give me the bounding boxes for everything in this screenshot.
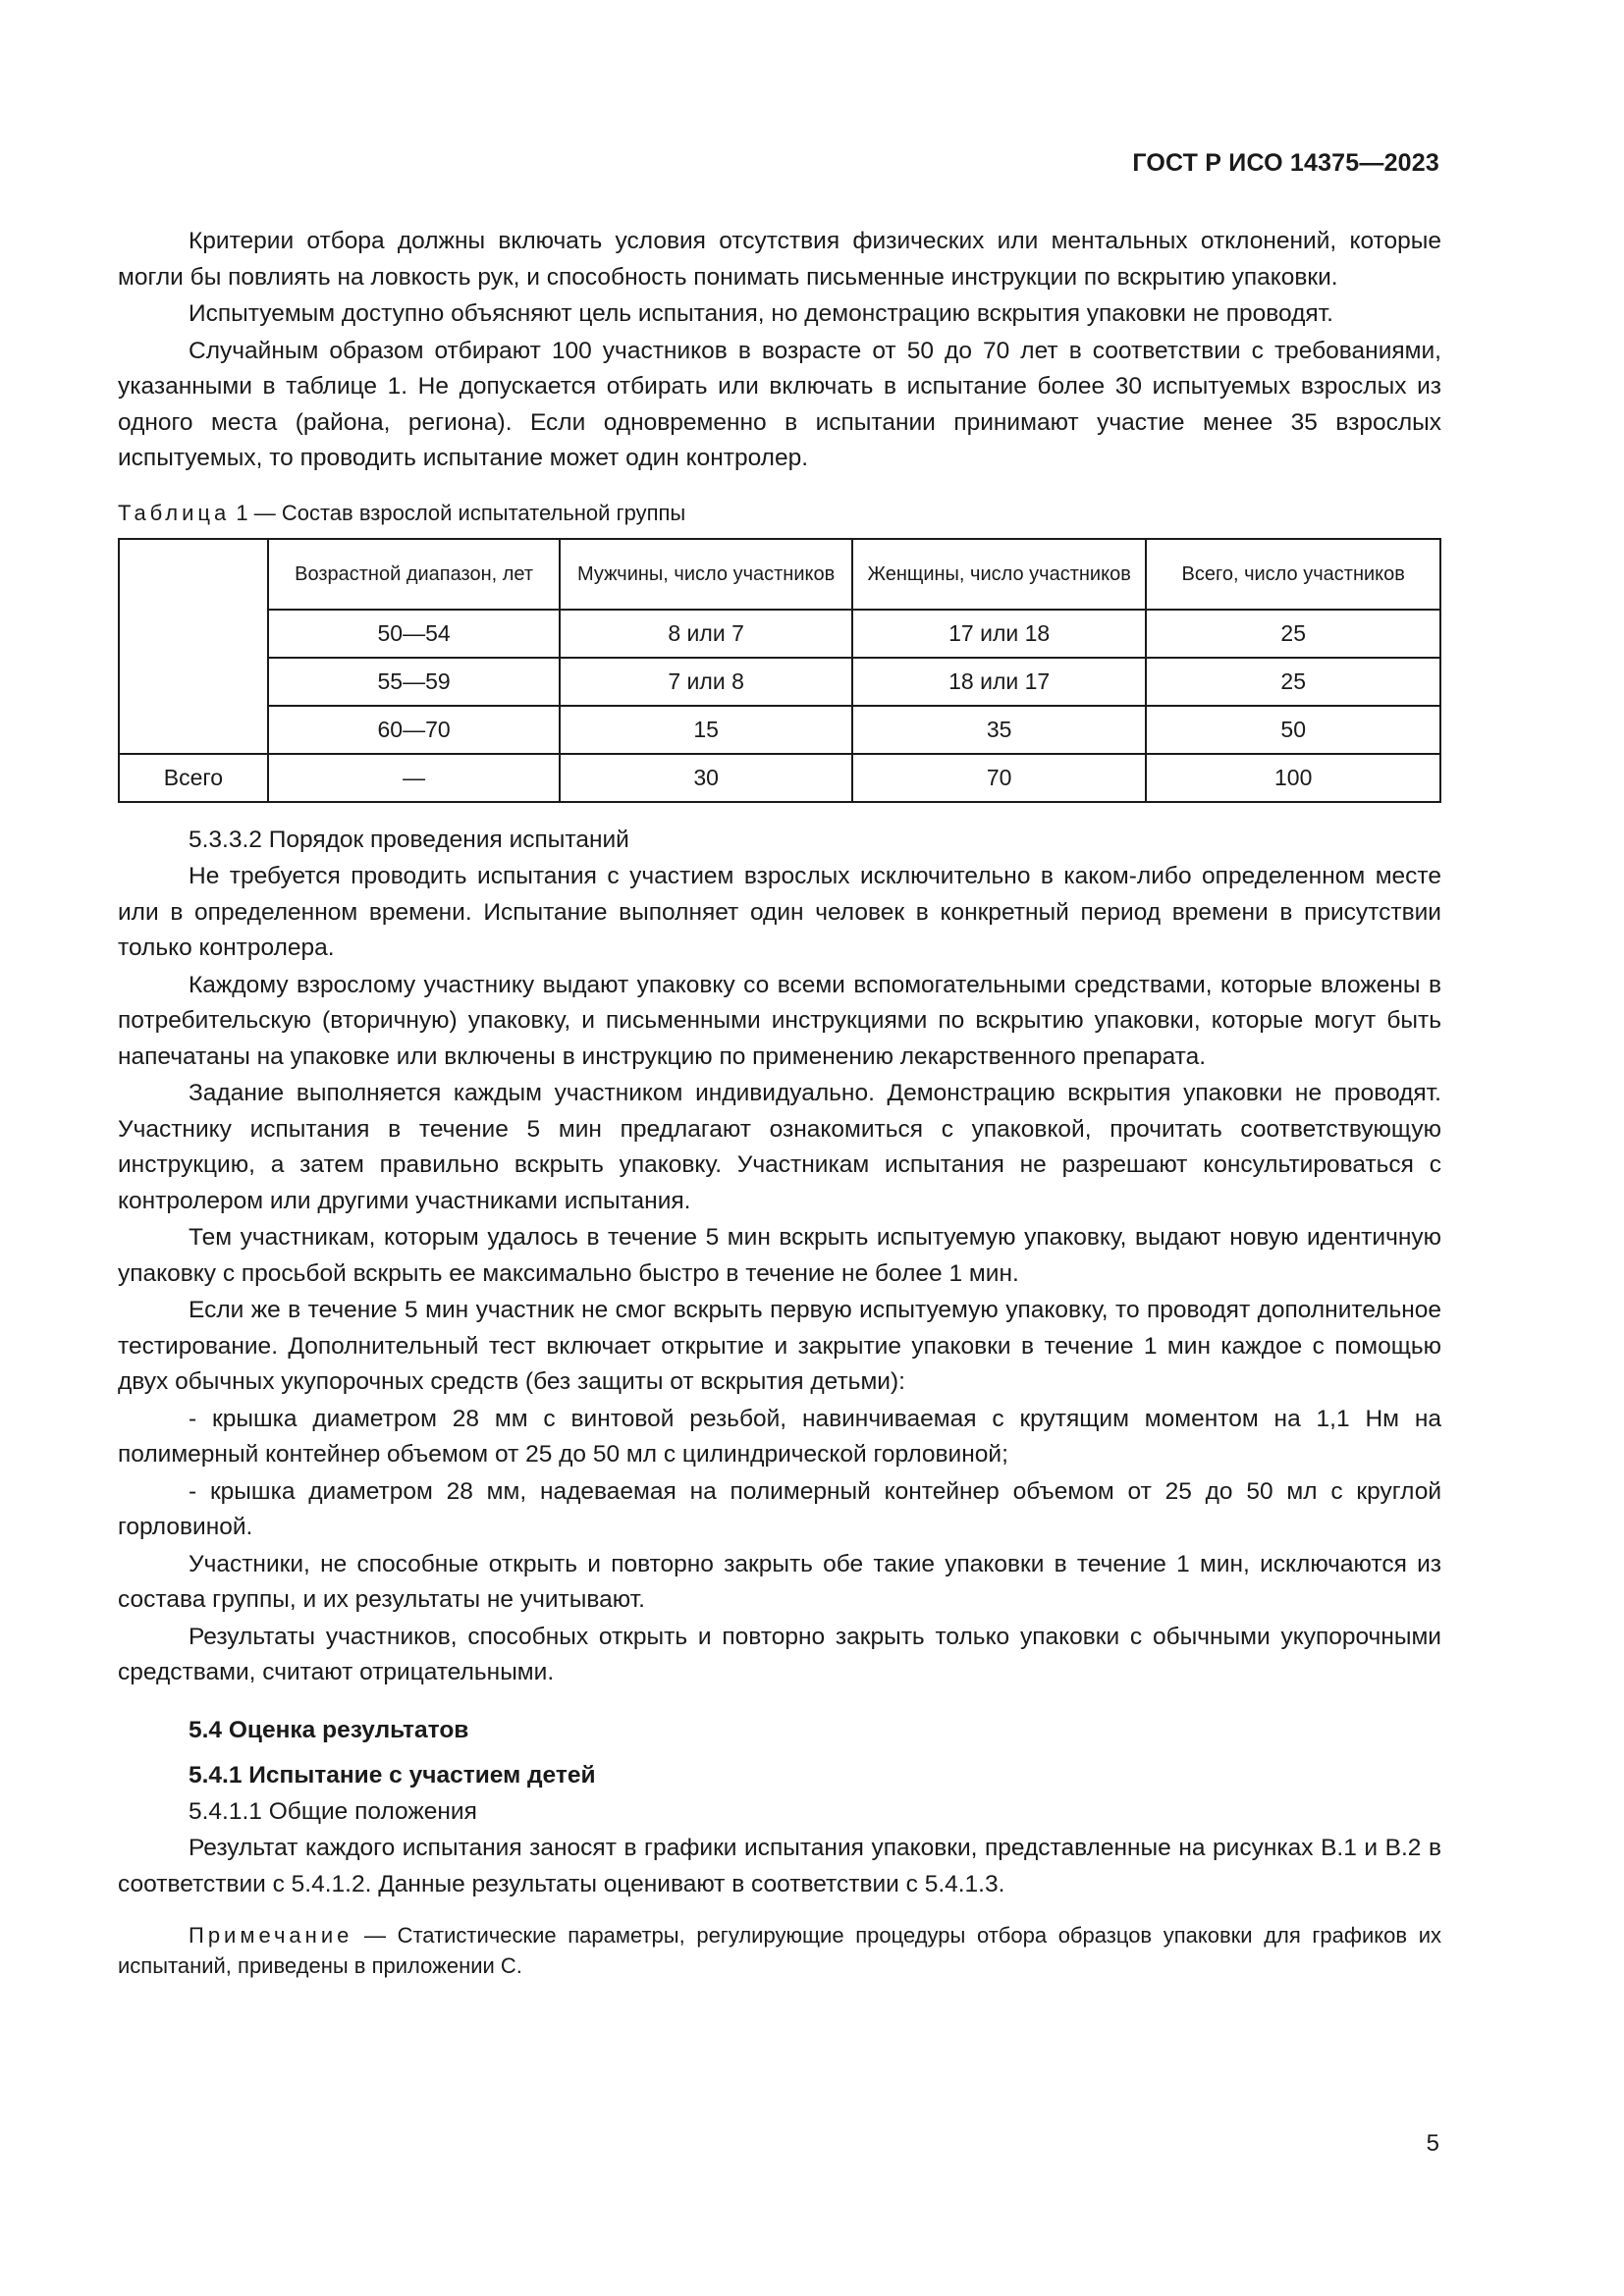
table-cell: 15 (560, 706, 852, 754)
table-cell: 8 или 7 (560, 610, 852, 658)
note-text: — Статистические параметры, регулирующие процедуры отбора образцов упаковки для графиков их испытаний, приведены в приложении С. (118, 1923, 1441, 1978)
paragraph: Не требуется проводить испытания с участием взрослых исключительно в каком-либо определенном месте или в определенном времени. Испытание выполняет один человек в конкретный период времени в присутствии только контролера. (118, 863, 1441, 961)
table-cell: 7 или 8 (560, 658, 852, 706)
note-label: Примечание (189, 1923, 353, 1948)
table-cell: 50—54 (268, 610, 561, 658)
note (118, 1920, 1441, 1981)
standard-designation: ГОСТ Р ИСО 14375—2023 (1132, 149, 1439, 177)
table-total-row (119, 754, 1440, 802)
header-women: Женщины, число участников (852, 539, 1147, 610)
table-row (119, 610, 1440, 658)
paragraph: Задание выполняется каждым участником индивидуально. Демонстрацию вскрытия упаковки не проводят. Участнику испытания в течение 5 мин предлагают ознакомиться с упаковкой, прочитать соответствующую инструкцию, а затем правильно вскрыть упаковку. Участникам испытания не разрешают консультироваться с контролером или другими участниками испытания. (118, 1080, 1441, 1214)
section-5411-heading: 5.4.1.1 Общие положения (189, 1797, 477, 1825)
paragraph: Тем участникам, которым удалось в течение 5 мин вскрыть испытуемую упаковку, выдают новую идентичную упаковку с просьбой вскрыть ее максимально быстро в течение не более 1 мин. (118, 1224, 1441, 1287)
paragraph: Участники, не способные открыть и повторно закрыть обе такие упаковки в течение 1 мин, исключаются из состава группы, и их результаты не учитывают. (118, 1550, 1441, 1613)
paragraph: Результаты участников, способных открыть и повторно закрыть только упаковки с обычными укупорочными средствами, считают отрицательными. (118, 1623, 1441, 1685)
paragraph: Результат каждого испытания заносят в графики испытания упаковки, представленные на рисунках B.1 и B.2 в соответствии с 5.4.1.2. Данные результаты оценивают в соответствии с 5.4.1.3. (118, 1835, 1441, 1897)
page-content (118, 224, 1441, 1981)
table-cell: 25 (1146, 658, 1440, 706)
table-row (119, 658, 1440, 706)
header-total: Всего, число участников (1146, 539, 1440, 610)
table-cell: 30 (560, 754, 852, 802)
table-cell: 70 (852, 754, 1147, 802)
header-age-range: Возрастной диапазон, лет (268, 539, 561, 610)
paragraph: Каждому взрослому участнику выдают упаковку со всеми вспомогательными средствами, которые вложены в потребительскую (вторичную) упаковку, и письменными инструкциями по вскрытию упаковки, которые могут быть напечатаны на упаковке или включены в инструкцию по применению лекарственного препарата. (118, 971, 1441, 1070)
table-cell: 55—59 (268, 658, 561, 706)
paragraph-random-selection: Случайным образом отбирают 100 участников в возрасте от 50 до 70 лет в соответствии с требованиями, указанными в таблице 1. Не допускается отбирать или включать в испытание более 30 испытуемых взрослых из одного места (района, региона). Если одновременно в испытании принимают участие менее 35 взрослых испытуемых, то проводить испытание может один контролер. (118, 337, 1441, 471)
section-5332-heading: 5.3.3.2 Порядок проведения испытаний (189, 826, 629, 853)
table-cell: 60—70 (268, 706, 561, 754)
header-men: Мужчины, число участников (560, 539, 852, 610)
paragraph-explanation: Испытуемым доступно объясняют цель испытания, но демонстрацию вскрытия упаковки не проводят. (189, 300, 1333, 327)
section-54-heading: 5.4 Оценка результатов (189, 1716, 469, 1743)
table-cell-total-label: Всего (119, 754, 268, 802)
table-cell: 17 или 18 (852, 610, 1147, 658)
table-cell: — (268, 754, 561, 802)
table-cell: 35 (852, 706, 1147, 754)
list-item: - крышка диаметром 28 мм с винтовой резьбой, навинчиваемая с крутящим моментом на 1,1 Нм на полимерный контейнер объемом от 25 до 50 мл с цилиндрической горловиной; (118, 1405, 1441, 1468)
table-caption-text: 1 — Состав взрослой испытательной группы (236, 500, 686, 525)
table-cell: 100 (1146, 754, 1440, 802)
table-caption (118, 499, 1441, 528)
paragraph: Если же в течение 5 мин участник не смог вскрыть первую испытуемую упаковку, то проводят дополнительное тестирование. Дополнительный тест включает открытие и закрытие упаковки в течение 1 мин каждое с помощью двух обычных укупорочных средств (без защиты от вскрытия детьми): (118, 1297, 1441, 1395)
page-number: 5 (1426, 2130, 1439, 2157)
paragraph-selection-criteria: Критерии отбора должны включать условия отсутствия физических или ментальных отклонений, которые могли бы повлиять на ловкость рук, и способность понимать письменные инструкции по вскрытию упаковки. (118, 228, 1441, 291)
composition-table (118, 538, 1441, 803)
table-cell: 50 (1146, 706, 1440, 754)
table-cell: 25 (1146, 610, 1440, 658)
section-541-heading: 5.4.1 Испытание с участием детей (189, 1762, 596, 1789)
table-caption-label: Таблица (118, 500, 231, 525)
table-header-row (119, 539, 1440, 610)
table-corner-cell (119, 539, 268, 754)
list-item: - крышка диаметром 28 мм, надеваемая на полимерный контейнер объемом от 25 до 50 мл с круглой горловиной. (118, 1477, 1441, 1540)
table-cell: 18 или 17 (852, 658, 1147, 706)
table-row (119, 706, 1440, 754)
